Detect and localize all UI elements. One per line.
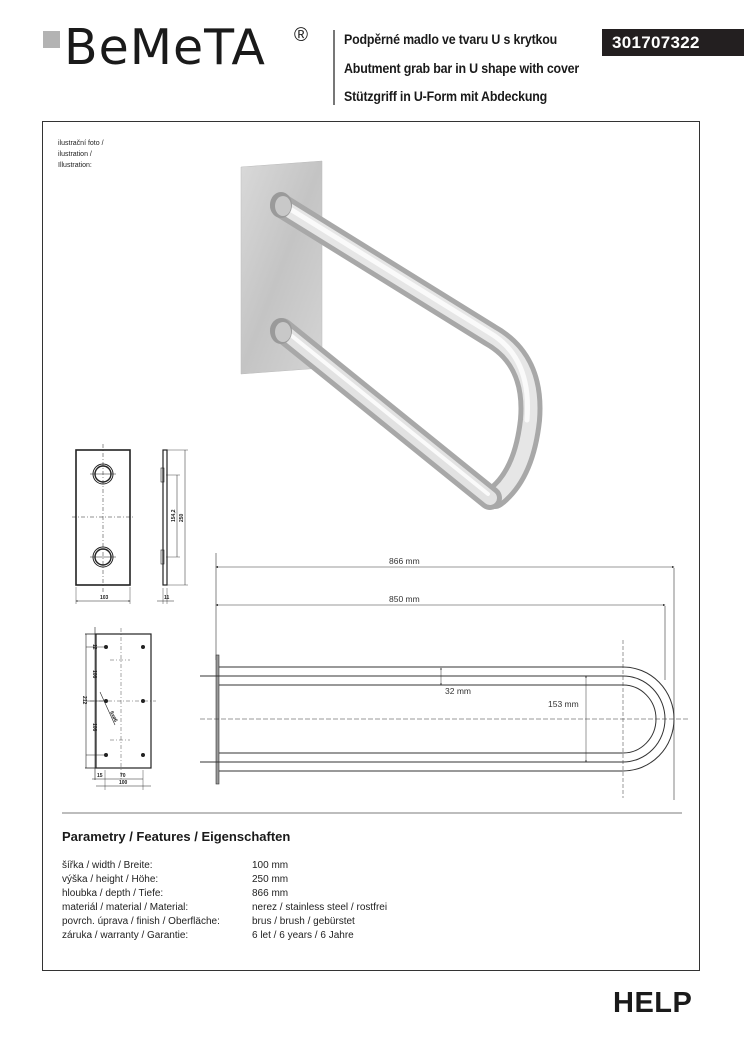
plate-side-view: [157, 450, 188, 604]
brand-logo: BeMeTA: [64, 19, 266, 76]
illustration-note-cz: ilustrační foto /: [58, 140, 104, 147]
mount-width-label: 100: [119, 780, 128, 786]
spec-value-material: nerez / stainless steel / rostfrei: [252, 902, 388, 913]
hole-spacing-label: 154,2: [171, 509, 177, 522]
hole-horizontal-spacing-label: 70: [120, 773, 126, 779]
title-czech: Podpěrné madlo ve tvaru U s krytkou: [344, 32, 558, 47]
features-title: Parametry / Features / Eigenschaften: [62, 829, 291, 844]
total-depth-label: 866 mm: [389, 556, 420, 566]
product-code-badge: 301707322: [602, 29, 744, 56]
upper-spacing-label: 106: [91, 670, 97, 679]
mount-height-label: 212: [81, 696, 87, 705]
spec-label-finish: povrch. úprava / finish / Oberfläche:: [62, 916, 220, 927]
plate-width-label: 103: [100, 595, 109, 601]
spec-label-height: výška / height / Höhe:: [62, 874, 159, 885]
tube-diameter-label: 32 mm: [445, 686, 471, 696]
plate-height-label: 250: [179, 513, 185, 522]
spec-value-height: 250 mm: [252, 874, 289, 885]
bar-depth-label: 850 mm: [389, 594, 420, 604]
illustration-note-en: ilustration /: [58, 151, 92, 158]
series-name: HELP: [613, 987, 693, 1019]
top-offset-label: 12: [91, 644, 97, 650]
spec-label-width: šířka / width / Breite:: [62, 860, 153, 871]
spec-label-warranty: záruka / warranty / Garantie:: [62, 930, 189, 941]
plate-depth-label: 11: [164, 595, 170, 601]
title-english: Abutment grab bar in U shape with cover: [344, 61, 580, 76]
features-divider: [62, 812, 682, 814]
title-german: Stützgriff in U-Form mit Abdeckung: [344, 89, 548, 104]
spec-value-finish: brus / brush / gebürstet: [252, 916, 355, 927]
product-photo: [241, 161, 531, 498]
illustration-note-de: Illustration:: [58, 162, 92, 169]
spec-label-material: materiál / material / Material:: [62, 902, 189, 913]
bar-top-view: [200, 553, 690, 800]
plate-front-view: [72, 444, 134, 604]
spec-label-depth: hloubka / depth / Tiefe:: [62, 888, 164, 899]
mounting-plate-view: [85, 627, 156, 790]
hole-size-label: 6xø6: [108, 710, 119, 724]
registered-mark: ®: [294, 25, 308, 46]
lower-spacing-label: 106: [91, 723, 97, 732]
spec-value-depth: 866 mm: [252, 888, 289, 899]
left-offset-label: 15: [97, 773, 103, 779]
outer-width-label: 153 mm: [548, 699, 579, 709]
spec-value-width: 100 mm: [252, 860, 289, 871]
spec-value-warranty: 6 let / 6 years / 6 Jahre: [252, 930, 354, 941]
